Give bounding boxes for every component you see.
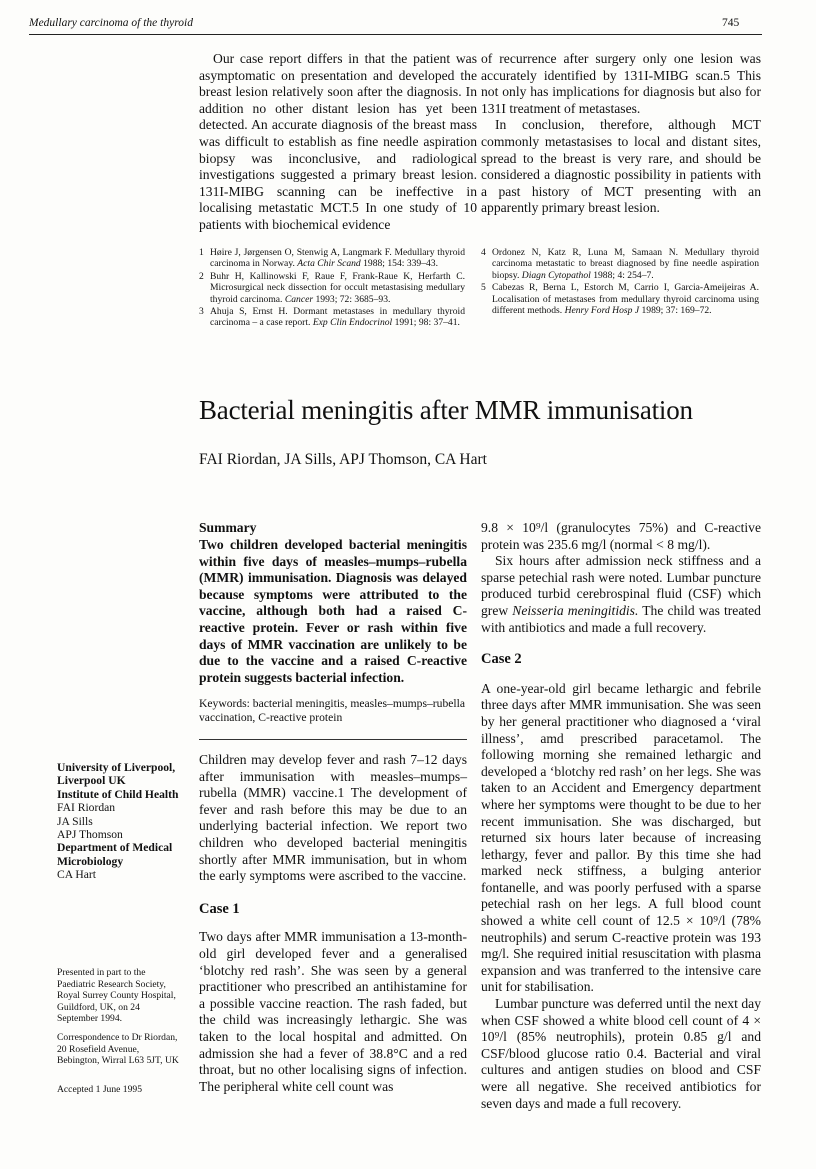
references-right <box>481 247 759 317</box>
prev-article-paragraph: Our case report differs in that the patient was asymptomatic on presentation and developed the breast lesion relatively soon after the diagnosis. In addition no other distant lesion has yet been detected. An accurate diagnosis of the breast mass was difficult to establish as fine needle aspiration biopsy was inconclusive, and radiological investigations suggested a primary breast lesion. 131I-MIBG scanning can be ineffective in localising metastatic MCT.5 In one study of 10 patients with biochemical evidence <box>199 51 477 232</box>
reference-journal: Acta Chir Scand <box>297 258 361 270</box>
right-column-body <box>481 520 761 1112</box>
case1-outcome <box>481 553 761 636</box>
case2-heading: Case 2 <box>481 651 522 668</box>
prev-article-right-column <box>481 51 761 217</box>
reference-item <box>199 306 465 329</box>
intro-paragraph: Children may develop fever and rash 7–12 days after immunisation with measles–mumps–rubella (MMR) vaccine.1 The development of fever and rash before this may be due to an underlying bacterial infection. We report two children who developed bacterial meningitis shortly after MMR immunisation, but in whom the early symptoms were ascribed to the vaccine. <box>199 752 467 884</box>
reference-details: 1993; 72: 3685–93. <box>313 293 391 305</box>
case1-outcome-text: Six hours after admission neck stiffness and a sparse petechial rash were noted. Lumbar puncture produced turbid cerebrospinal fluid (CSF) which grew <box>481 553 761 618</box>
case2-paragraph-2: Lumbar puncture was deferred until the next day when CSF showed a white blood cell count of 4 × 10⁹/l (85% neutrophils), protein 0.85 g/l and CSF/blood glucose ratio 0.4. Bacterial and viral cultures and antigen studies on blood and CSF were all negative. She received antibiotics for seven days and made a full recovery. <box>481 996 761 1111</box>
organism-name: Neisseria meningitidis. <box>512 602 639 618</box>
case1-outcome-text-2: The child was treated with antibiotics and made a full recovery. <box>481 602 761 635</box>
keywords-label: Keywords: <box>199 697 250 710</box>
case2-paragraph: A one-year-old girl became lethargic and febrile three days after MMR immunisation. She was seen by her general practitioner who diagnosed a ‘viral illness’, amd prescribed paracetamol. The following morning she remained lethargic and developed a ‘blotchy red rash’ on her legs. She was taken to an Accident and Emergency department where her symptoms were thought to be due to her recent immunisation. She was discharged, but returned six hours later because of increasing lethargy, fever and pallor. By this time she had marked neck stiffness, a bulging anterior fontanelle, and was poorly perfused with a sparse petechial rash on her legs. A full blood count showed a white cell count of 12.5 × 10⁹/l (78% neutrophils) and serum C-reactive protein was 193 mg/l. She required initial resuscitation with plasma expansion and was tranferred to the intensive care unit for stabilisation. <box>481 680 761 995</box>
summary-rule <box>199 739 467 740</box>
prev-article-left-column <box>199 51 477 234</box>
author-list <box>57 801 123 841</box>
keywords <box>199 697 467 725</box>
reference-authors: Ordonez N, Katz R, Luna M, Samaan N. Medullary thyroid carcinoma metastatic to breast diagnosed by fine needle aspiration biopsy. <box>492 247 759 281</box>
reference-details: 1991; 98: 37–41. <box>392 317 460 329</box>
left-column-body <box>199 752 467 1095</box>
case1-heading: Case 1 <box>199 900 240 917</box>
references-left <box>199 247 465 330</box>
reference-authors: Buhr H, Kallinowski F, Raue F, Frank-Raue K, Herfarth C. Microsurgical neck dissection for occult metastasising medullary thyroid carcinoma. <box>210 270 465 305</box>
prev-article-conclusion: In conclusion, therefore, although MCT commonly metastasises to local and distant sites, spread to the breast is very rare, and should be considered a diagnostic possibility in patients with a past history of MCT presenting with an apparently primary breast lesion. <box>481 117 761 216</box>
presented-note: Presented in part to the Paediatric Research Society, Royal Surrey County Hospital, Guildford, UK, on 24 September 1994. <box>57 967 176 1025</box>
reference-details: 1988; 154: 339–43. <box>360 258 439 270</box>
running-title: Medullary carcinoma of the thyroid <box>29 17 193 29</box>
reference-authors: Ahuja S, Ernst H. Dormant metastases in medullary thyroid carcinoma – a case report. <box>210 306 465 329</box>
summary-heading: Summary <box>199 520 257 535</box>
reference-authors: Cabezas R, Berna L, Estorch M, Carrio I, Garcia-Ameijeiras A. Localisation of metastases from medullary thyroid carcinoma using different methods. <box>492 282 759 317</box>
reference-number: 2 <box>199 270 204 282</box>
reference-number: 1 <box>199 247 204 258</box>
affiliations-sidebar <box>57 761 187 882</box>
author-name: JA Sills <box>57 814 93 828</box>
reference-journal: Diagn Cytopathol <box>521 269 591 281</box>
reference-item <box>199 271 465 305</box>
reference-journal: Cancer <box>284 293 314 305</box>
reference-item <box>199 247 465 270</box>
affiliation-university: University of Liverpool, Liverpool UK <box>57 761 176 788</box>
reference-details: 1988; 4: 254–7. <box>590 269 654 281</box>
reference-journal: Exp Clin Endocrinol <box>312 317 393 329</box>
accepted-note: Accepted 1 June 1995 <box>57 1084 142 1095</box>
correspondence-note: Correspondence to Dr Riordan, 20 Rosefield Avenue, Bebington, Wirral L63 5JT, UK <box>57 1032 179 1067</box>
author-name: CA Hart <box>57 868 96 882</box>
summary-block <box>199 520 467 686</box>
reference-number: 3 <box>199 306 204 318</box>
author-name: FAI Riordan <box>57 801 116 815</box>
author-list-2 <box>57 868 96 881</box>
summary-text: Two children developed bacterial meningitis within five days of measles–mumps–rubella (MMR) immunisation. Diagnosis was delayed because symptoms were attributed to the vaccine, although both had a raised C-reactive protein. Fever or rash within five days of MMR vaccination are unlikely to be due to the vaccine and a raised C-reactive protein suggests bacterial infection. <box>199 537 467 685</box>
case1-paragraph: Two days after MMR immunisation a 13-month-old girl developed fever and a generalised ‘blotchy red rash’. She was seen by a general practitioner who prescribed an antihistamine for a possible vaccine reaction. The rash faded, but the child was increasingly lethargic. She was taken to the local hospital and admitted. On admission she had a fever of 38.8°C and a red throat, but no other localising signs of infection. The peripheral white cell count was <box>199 929 467 1094</box>
author-name: APJ Thomson <box>57 828 123 842</box>
affiliation-department: Department of Medical Microbiology <box>57 841 173 868</box>
reference-details: 1989; 37: 169–72. <box>639 305 712 317</box>
article-authors: FAI Riordan, JA Sills, APJ Thomson, CA Hart <box>199 451 487 468</box>
prev-article-paragraph: of recurrence after surgery only one lesion was accurately identified by 131I-MIBG scan.5 This not only has implications for diagnosis but also for 131I treatment of metastases. <box>481 51 761 116</box>
affiliation-institute: Institute of Child Health <box>57 787 179 801</box>
reference-number: 4 <box>481 247 486 258</box>
keywords-text: bacterial meningitis, measles–mumps–rubella vaccination, C-reactive protein <box>199 697 465 724</box>
article-title: Bacterial meningitis after MMR immunisation <box>199 395 693 425</box>
page-number: 745 <box>722 17 740 29</box>
reference-authors: Høire J, Jørgensen O, Stenwig A, Langmark F. Medullary thyroid carcinoma in Norway. <box>210 247 465 270</box>
case1-continued: 9.8 × 10⁹/l (granulocytes 75%) and C-reactive protein was 235.6 mg/l (normal < 8 mg/l). <box>481 520 761 552</box>
reference-item <box>481 282 759 316</box>
reference-journal: Henry Ford Hosp J <box>564 305 640 317</box>
header-rule <box>29 34 762 35</box>
reference-number: 5 <box>481 282 486 294</box>
reference-item <box>481 247 759 281</box>
